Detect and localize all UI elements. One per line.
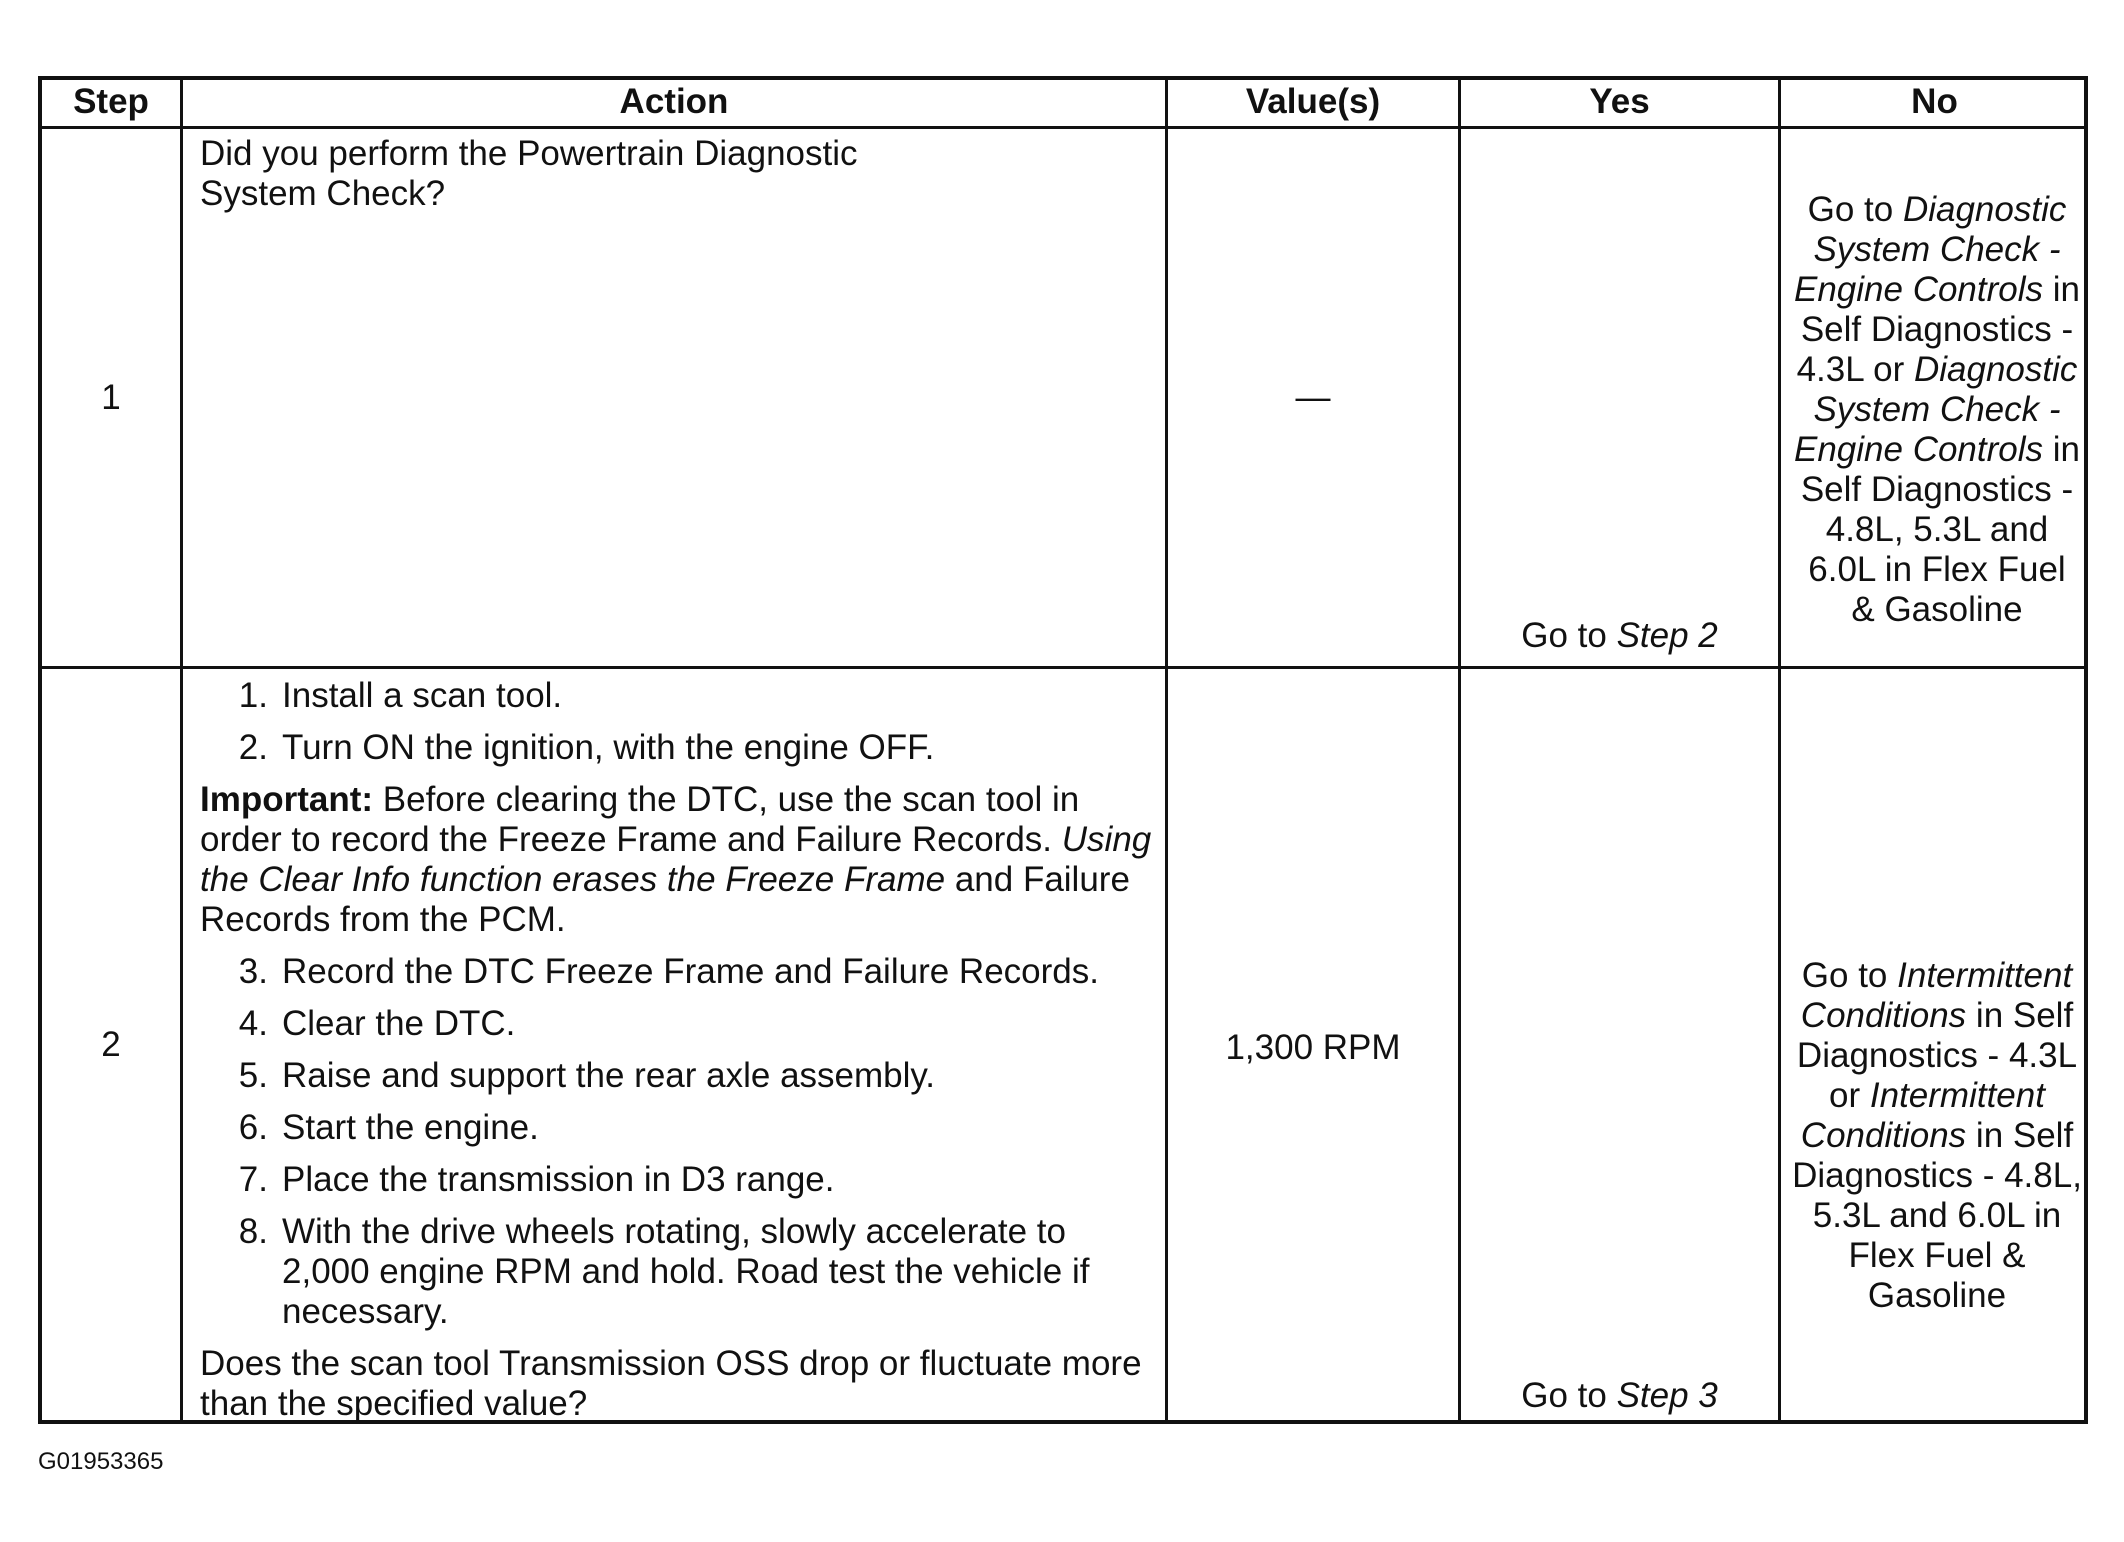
row1-action-line2: System Check? [200,174,446,213]
row2-no-prefix: Go to [1801,956,1898,995]
list-item-number: 5. [238,1056,268,1095]
row1-no-prefix: Go to [1807,190,1903,229]
column-divider [1165,80,1168,1420]
column-divider [180,80,183,1420]
header-action: Action [619,82,729,121]
diagnostic-table [38,76,2088,1424]
row1-no-mid: in Self Diagnostics - 4.3L or [1796,270,2080,389]
list-item [200,1212,1160,1332]
row1-no-link1[interactable]: Diagnostic System Check - Engine Controls [1793,190,2067,309]
row2-yes-prefix: Go to [1521,1376,1617,1415]
list-item [200,1056,1160,1096]
list-item-number: 8. [238,1212,268,1251]
column-divider [1458,80,1461,1420]
important-text2: and Failure Records from the PCM. [200,860,1130,939]
list-item [200,676,1160,716]
important-text1: Before clearing the DTC, use the scan tool in order to record the Freeze Frame and Failure Records. [200,780,1080,859]
row2-steps-b [200,952,1160,1332]
row1-yes-prefix: Go to [1521,616,1617,655]
list-item-text: With the drive wheels rotating, slowly accelerate to 2,000 engine RPM and hold. Road test the vehicle if necessary. [282,1212,1090,1331]
important-italic: Using the Clear Info function erases the Freeze Frame [200,820,1152,899]
list-item-number: 6. [238,1108,268,1147]
column-divider [1778,80,1781,1420]
list-item [200,952,1160,992]
list-item-text: Raise and support the rear axle assembly. [282,1056,936,1095]
row1-step: 1 [101,378,121,417]
list-item [200,1004,1160,1044]
list-item-text: Turn ON the ignition, with the engine OFF. [282,728,935,767]
list-item-text: Install a scan tool. [282,676,563,715]
list-item [200,1108,1160,1148]
list-item-text: Record the DTC Freeze Frame and Failure Records. [282,952,1099,991]
row1-no-link2[interactable]: Diagnostic System Check - Engine Controls [1793,350,2078,469]
header-no: No [1911,82,1958,121]
list-item-text: Clear the DTC. [282,1004,516,1043]
header-yes: Yes [1589,82,1650,121]
header-values: Value(s) [1245,82,1381,121]
row1-yes-link[interactable]: Step 2 [1616,616,1718,655]
row2-steps-a [200,676,1160,768]
row1-action-line1: Did you perform the Powertrain Diagnostic [200,134,858,173]
row2-action [200,676,1160,1424]
list-item [200,1160,1160,1200]
row2-yes-link[interactable]: Step 3 [1616,1376,1718,1415]
row1-action [200,134,1150,214]
list-item-text: Start the engine. [282,1108,539,1147]
important-label: Important: [200,780,374,819]
row1-yes [1461,616,1778,656]
row1-no-suffix: in Self Diagnostics - 4.8L, 5.3L and 6.0L in Flex Fuel & Gasoline [1800,430,2080,629]
row2-yes [1461,1376,1778,1416]
row2-question: Does the scan tool Transmission OSS drop or fluctuate more than the specified value? [200,1344,1142,1423]
row1-no [1792,190,2082,630]
list-item-number: 3. [238,952,268,991]
row2-no-link1[interactable]: Intermittent Conditions [1800,956,2073,1035]
list-item-number: 1. [238,676,268,715]
row2-step: 2 [101,1025,121,1064]
row2-no-suffix: in Self Diagnostics - 4.8L, 5.3L and 6.0L in Flex Fuel & Gasoline [1792,1116,2082,1315]
list-item [200,728,1160,768]
list-item-text: Place the transmission in D3 range. [282,1160,835,1199]
important-note [200,780,1160,940]
row2-value: 1,300 RPM [1225,1028,1401,1067]
list-item-number: 7. [238,1160,268,1199]
row2-no-mid: in Self Diagnostics - 4.3L or [1796,996,2078,1115]
row2-no-link2[interactable]: Intermittent Conditions [1800,1076,2045,1155]
row2-no [1792,956,2082,1316]
header-step: Step [73,82,149,121]
list-item-number: 2. [238,728,268,767]
figure-id: G01953365 [38,1448,164,1475]
header-divider [42,126,2084,129]
list-item-number: 4. [238,1004,268,1043]
row-divider [42,666,2084,669]
row1-value: — [1295,378,1331,417]
